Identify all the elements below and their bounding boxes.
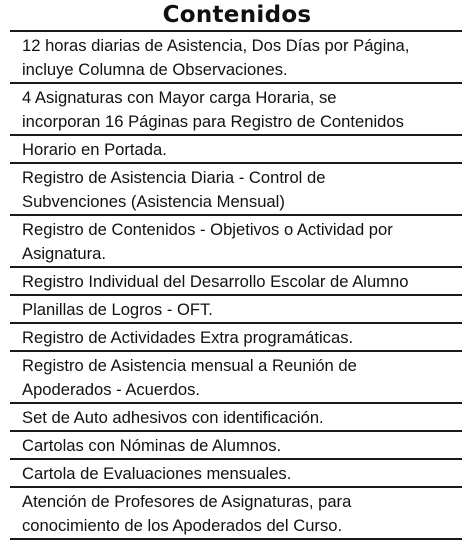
list-item: Registro de Contenidos - Objetivos o Actividad por Asignatura.	[10, 216, 462, 268]
list-item: Registro de Actividades Extra programáticas.	[10, 324, 462, 352]
list-item: Atención de Profesores de Asignaturas, para conocimiento de los Apoderados del Curso.	[10, 488, 462, 540]
list-item: Horario en Portada.	[10, 136, 462, 164]
list-item: 4 Asignaturas con Mayor carga Horaria, se incorporan 16 Páginas para Registro de Contenidos	[10, 84, 462, 136]
list-item: Registro de Asistencia Diaria - Control de Subvenciones (Asistencia Mensual)	[10, 164, 462, 216]
list-item: 12 horas diarias de Asistencia, Dos Días por Página, incluye Columna de Observaciones.	[10, 32, 462, 84]
contents-list	[10, 30, 462, 540]
list-item: Planillas de Logros - OFT.	[10, 296, 462, 324]
list-item: Cartola de Evaluaciones mensuales.	[10, 460, 462, 488]
list-item: Cartolas con Nóminas de Alumnos.	[10, 432, 462, 460]
list-item: Set de Auto adhesivos con identificación.	[10, 404, 462, 432]
page-title: Contenidos	[162, 2, 312, 28]
list-item: Registro de Asistencia mensual a Reunión de Apoderados - Acuerdos.	[10, 352, 462, 404]
list-item: Registro Individual del Desarrollo Escolar de Alumno	[10, 268, 462, 296]
